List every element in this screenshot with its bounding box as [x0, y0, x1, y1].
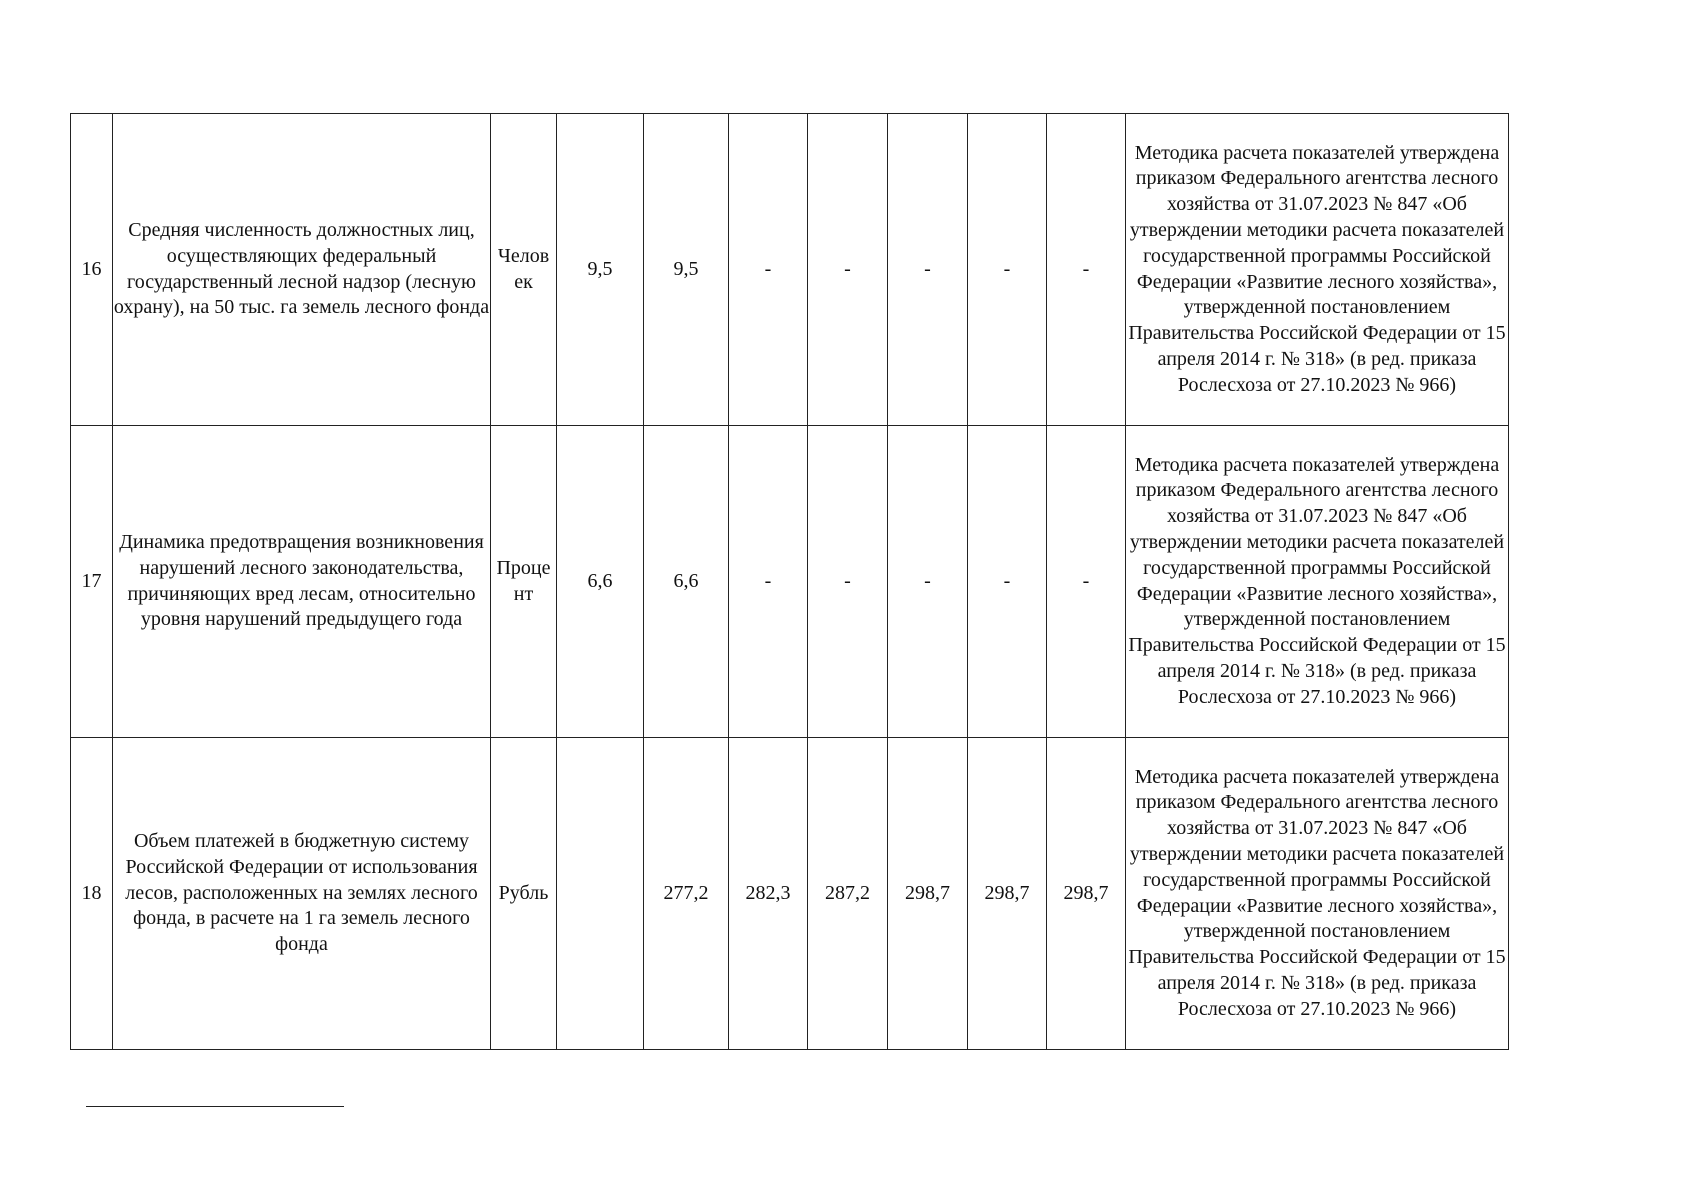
value-cell: 298,7	[968, 738, 1047, 1050]
methodology-basis: Методика расчета показателей утверждена приказом Федерального агентства лесного хозяйства от 31.07.2023 № 847 «Об утверждении методики расчета показателей государственной программы Российской Федерации «Развитие лесного хозяйства», утвержденной постановлением Правительства Российской Федерации от 15 апреля 2014 г. № 318» (в ред. приказа Рослесхоза от 27.10.2023 № 966)	[1126, 738, 1509, 1050]
value-cell: -	[1047, 114, 1126, 426]
value-cell: 9,5	[644, 114, 729, 426]
value-cell: -	[729, 426, 808, 738]
row-number: 18	[71, 738, 113, 1050]
row-number: 17	[71, 426, 113, 738]
value-cell	[557, 738, 644, 1050]
value-cell: -	[1047, 426, 1126, 738]
unit-cell: Челов ек	[491, 114, 557, 426]
value-cell: -	[888, 426, 968, 738]
value-cell: -	[729, 114, 808, 426]
unit-cell: Рубль	[491, 738, 557, 1050]
table-row	[71, 738, 1509, 1050]
value-cell: 277,2	[644, 738, 729, 1050]
methodology-basis: Методика расчета показателей утверждена приказом Федерального агентства лесного хозяйства от 31.07.2023 № 847 «Об утверждении методики расчета показателей государственной программы Российской Федерации «Развитие лесного хозяйства», утвержденной постановлением Правительства Российской Федерации от 15 апреля 2014 г. № 318» (в ред. приказа Рослесхоза от 27.10.2023 № 966)	[1126, 114, 1509, 426]
indicator-name: Объем платежей в бюджетную систему Российской Федерации от использования лесов, расположенных на землях лесного фонда, в расчете на 1 га земель лесного фонда	[113, 738, 491, 1050]
indicator-name: Средняя численность должностных лиц, осуществляющих федеральный государственный лесной надзор (лесную охрану), на 50 тыс. га земель лесного фонда	[113, 114, 491, 426]
value-cell: 298,7	[1047, 738, 1126, 1050]
table-row	[71, 114, 1509, 426]
footnote-separator	[86, 1106, 344, 1107]
value-cell: -	[808, 426, 888, 738]
value-cell: -	[888, 114, 968, 426]
indicators-table	[70, 113, 1509, 1050]
value-cell: 6,6	[644, 426, 729, 738]
value-cell: -	[968, 114, 1047, 426]
value-cell: 298,7	[888, 738, 968, 1050]
row-number: 16	[71, 114, 113, 426]
value-cell: 287,2	[808, 738, 888, 1050]
methodology-basis: Методика расчета показателей утверждена приказом Федерального агентства лесного хозяйства от 31.07.2023 № 847 «Об утверждении методики расчета показателей государственной программы Российской Федерации «Развитие лесного хозяйства», утвержденной постановлением Правительства Российской Федерации от 15 апреля 2014 г. № 318» (в ред. приказа Рослесхоза от 27.10.2023 № 966)	[1126, 426, 1509, 738]
value-cell: 9,5	[557, 114, 644, 426]
indicator-name: Динамика предотвращения возникновения нарушений лесного законодательства, причиняющих вред лесам, относительно уровня нарушений предыдущего года	[113, 426, 491, 738]
value-cell: 6,6	[557, 426, 644, 738]
value-cell: -	[808, 114, 888, 426]
unit-cell: Проце нт	[491, 426, 557, 738]
value-cell: -	[968, 426, 1047, 738]
value-cell: 282,3	[729, 738, 808, 1050]
table-row	[71, 426, 1509, 738]
